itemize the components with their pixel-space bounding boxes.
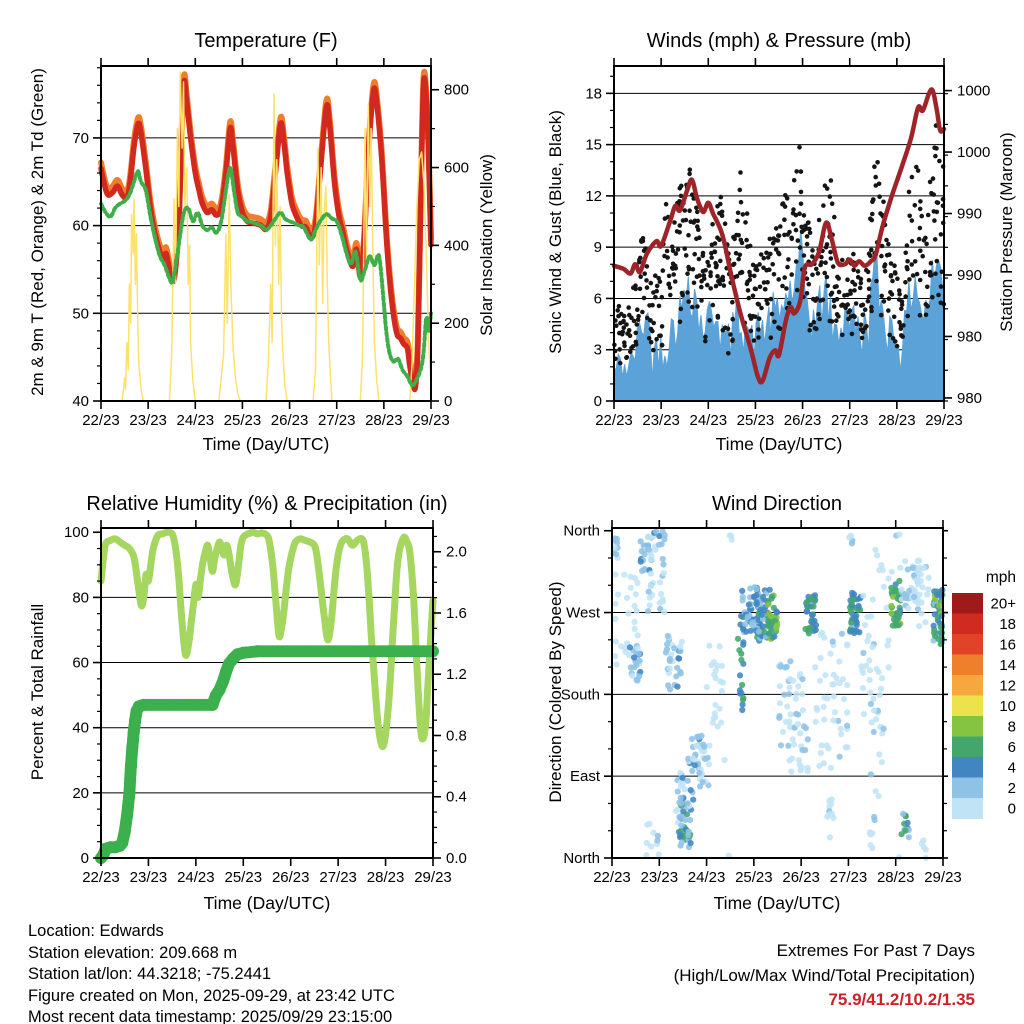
svg-text:100: 100	[63, 524, 89, 542]
svg-text:1.2: 1.2	[446, 666, 467, 684]
winds-xlabel: Time (Day/UTC)	[715, 434, 843, 454]
svg-text:60: 60	[72, 654, 89, 672]
svg-text:60: 60	[72, 217, 89, 235]
svg-text:12: 12	[999, 677, 1016, 695]
station-info-block	[28, 921, 395, 1024]
svg-text:24/23: 24/23	[177, 869, 215, 886]
wind-direction-panel	[561, 520, 962, 886]
svg-text:22/23: 22/23	[82, 869, 120, 886]
svg-text:East: East	[569, 768, 600, 786]
svg-text:24/23: 24/23	[689, 412, 728, 429]
svg-text:22/23: 22/23	[82, 412, 120, 429]
svg-text:22/23: 22/23	[593, 869, 631, 886]
extremes-value: 75.9/41.2/10.2/1.35	[828, 990, 975, 1009]
svg-text:25/23: 25/23	[736, 412, 775, 429]
svg-text:22/23: 22/23	[595, 412, 633, 429]
svg-text:26/23: 26/23	[271, 869, 310, 886]
winds-title: Winds (mph) & Pressure (mb)	[646, 30, 912, 52]
svg-text:15: 15	[585, 136, 602, 154]
svg-text:6: 6	[593, 290, 602, 308]
svg-text:8: 8	[1007, 718, 1016, 736]
extremes-title: Extremes For Past 7 Days	[776, 941, 975, 960]
svg-text:24/23: 24/23	[176, 412, 215, 429]
svg-text:3: 3	[593, 341, 602, 359]
extremes-block	[674, 939, 975, 1013]
svg-text:1000: 1000	[957, 144, 991, 162]
svg-text:9: 9	[593, 239, 602, 257]
winds-ylabel: Sonic Wind & Gust (Blue, Black)	[546, 110, 565, 354]
svg-text:27/23: 27/23	[830, 412, 869, 429]
svg-text:29/23: 29/23	[414, 869, 452, 886]
svg-text:0: 0	[1007, 800, 1016, 818]
svg-text:27/23: 27/23	[829, 869, 868, 886]
series-2m-temperature	[101, 78, 431, 390]
svg-text:40: 40	[72, 719, 89, 737]
svg-text:200: 200	[444, 315, 470, 333]
svg-text:23/23: 23/23	[642, 412, 680, 429]
svg-text:23/23: 23/23	[640, 869, 679, 886]
svg-text:600: 600	[444, 159, 470, 177]
svg-text:980: 980	[957, 328, 983, 346]
humidity-xlabel: Time (Day/UTC)	[203, 893, 331, 913]
svg-text:800: 800	[444, 81, 470, 99]
svg-text:28/23: 28/23	[366, 869, 405, 886]
svg-text:70: 70	[72, 129, 89, 147]
svg-text:990: 990	[957, 266, 983, 284]
svg-text:80: 80	[72, 589, 89, 607]
svg-text:North: North	[563, 522, 600, 540]
temperature-title: Temperature (F)	[194, 30, 338, 52]
svg-text:27/23: 27/23	[319, 869, 357, 886]
svg-text:400: 400	[444, 237, 470, 255]
svg-text:0.4: 0.4	[446, 788, 467, 806]
figure-created: Figure created on Mon, 2025-09-29, at 23:42 UTC	[28, 986, 395, 1005]
svg-text:20: 20	[72, 784, 89, 802]
svg-text:50: 50	[72, 305, 89, 323]
svg-text:2.0: 2.0	[446, 543, 467, 561]
svg-text:0.0: 0.0	[446, 850, 467, 867]
svg-text:25/23: 25/23	[223, 412, 262, 429]
svg-text:23/23: 23/23	[129, 412, 167, 429]
svg-text:18: 18	[585, 85, 602, 103]
temperature-panel	[72, 58, 469, 429]
svg-text:29/23: 29/23	[412, 412, 450, 429]
svg-text:990: 990	[957, 205, 983, 223]
humidity-panel	[64, 520, 467, 886]
svg-text:27/23: 27/23	[317, 412, 356, 429]
svg-text:16: 16	[999, 636, 1016, 654]
svg-text:0: 0	[444, 393, 453, 410]
temperature-xlabel: Time (Day/UTC)	[202, 434, 330, 454]
speed-colorbar	[952, 593, 1016, 819]
svg-text:25/23: 25/23	[224, 869, 263, 886]
svg-text:20+: 20+	[990, 595, 1016, 613]
wind-direction-grid	[612, 613, 943, 777]
svg-text:26/23: 26/23	[783, 412, 822, 429]
solar-ylabel-right: Solar Insolation (Yellow)	[477, 154, 496, 336]
svg-text:23/23: 23/23	[129, 869, 168, 886]
temperature-ylabel: 2m & 9m T (Red, Orange) & 2m Td (Green)	[28, 68, 47, 396]
svg-text:40: 40	[72, 393, 89, 410]
svg-text:29/23: 29/23	[924, 869, 962, 886]
svg-text:14: 14	[999, 656, 1016, 674]
svg-text:1.6: 1.6	[446, 604, 467, 622]
svg-text:South: South	[560, 686, 600, 704]
pressure-ylabel-right: Station Pressure (Maroon)	[997, 132, 1016, 332]
humidity-title: Relative Humidity (%) & Precipitation (in)	[86, 493, 448, 515]
station-location: Location: Edwards	[28, 922, 164, 940]
svg-text:West: West	[566, 604, 600, 622]
svg-text:26/23: 26/23	[270, 412, 309, 429]
station-elevation: Station elevation: 209.668 m	[28, 943, 238, 962]
svg-text:12: 12	[585, 187, 602, 205]
svg-text:1000: 1000	[957, 82, 991, 100]
svg-text:24/23: 24/23	[687, 869, 726, 886]
svg-text:25/23: 25/23	[735, 869, 773, 886]
svg-text:North: North	[563, 850, 600, 867]
svg-text:28/23: 28/23	[876, 869, 915, 886]
humidity-grid	[101, 597, 433, 792]
svg-text:26/23: 26/23	[782, 869, 820, 886]
svg-text:18: 18	[999, 615, 1016, 633]
humidity-ylabel: Percent & Total Rainfall	[28, 603, 47, 781]
svg-text:0: 0	[593, 393, 602, 410]
extremes-subtitle: (High/Low/Max Wind/Total Precipitation)	[673, 965, 975, 985]
most-recent-timestamp: Most recent data timestamp: 2025/09/29 23:15:00	[28, 1008, 393, 1024]
wind-direction-title: Wind Direction	[711, 493, 843, 515]
colorbar-title: mph	[985, 569, 1016, 586]
series-relative-humidity	[101, 532, 433, 746]
svg-text:10: 10	[999, 697, 1016, 715]
svg-text:4: 4	[1007, 759, 1016, 777]
svg-text:29/23: 29/23	[925, 412, 963, 429]
wind-direction-xlabel: Time (Day/UTC)	[713, 893, 841, 913]
svg-text:28/23: 28/23	[365, 412, 403, 429]
svg-text:980: 980	[957, 389, 983, 407]
svg-text:0.8: 0.8	[446, 727, 467, 745]
station-latlon: Station lat/lon: 44.3218; -75.2441	[28, 965, 272, 983]
wind-direction-ylabel: Direction (Colored By Speed)	[546, 581, 565, 803]
svg-text:28/23: 28/23	[878, 412, 916, 429]
svg-text:6: 6	[1007, 738, 1016, 756]
svg-text:2: 2	[1007, 779, 1016, 797]
winds-panel	[585, 58, 990, 429]
svg-text:0: 0	[80, 850, 89, 867]
